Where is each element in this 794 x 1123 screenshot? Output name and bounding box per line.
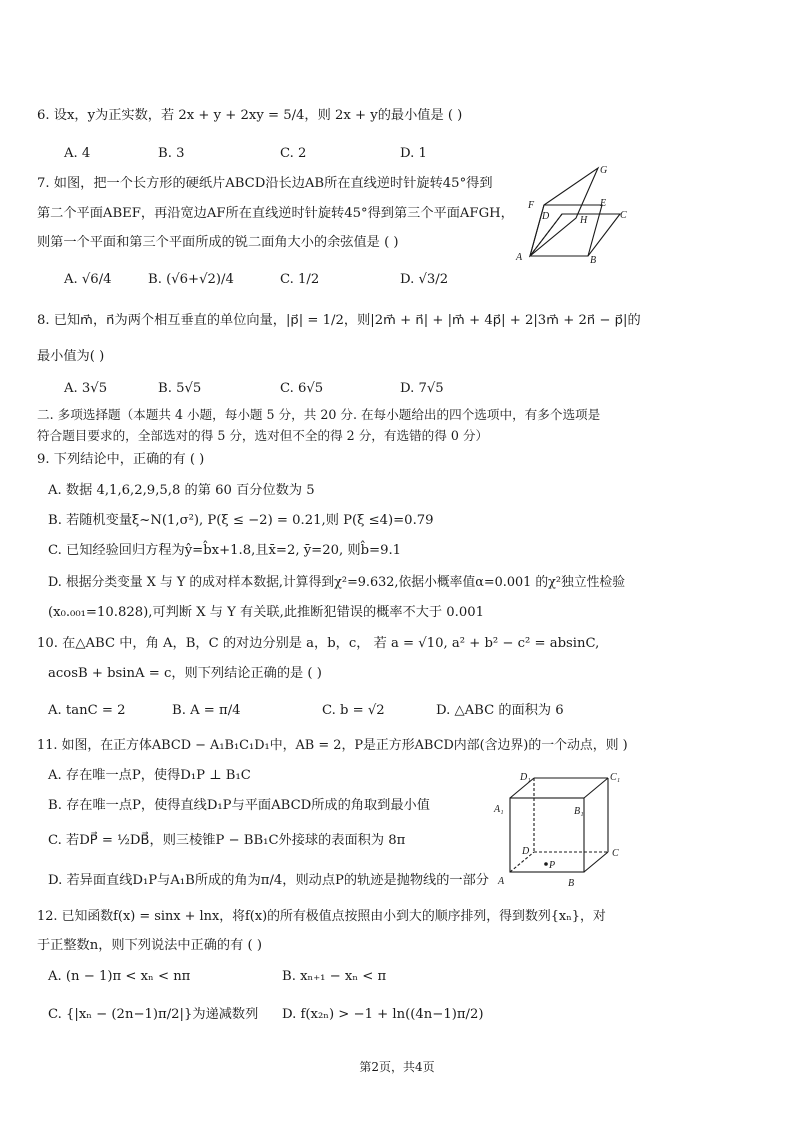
label-p: P bbox=[549, 860, 556, 871]
q7-option-d: D. √3/2 bbox=[400, 272, 449, 287]
label-h: H bbox=[580, 215, 588, 226]
q6-option-d: D. 1 bbox=[400, 146, 427, 161]
label-g: G bbox=[600, 165, 608, 176]
q7-line1: 7. 如图，把一个长方形的硬纸片ABCD沿长边AB所在直线逆时针旋转45°得到 bbox=[37, 176, 493, 191]
q6-option-b: B. 3 bbox=[158, 146, 185, 161]
q11-option-a: A. 存在唯一点P，使得D₁P ⊥ B₁C bbox=[48, 768, 251, 783]
q12-line2: 于正整数n，则下列说法中正确的有 ( ) bbox=[37, 938, 262, 953]
q11-option-b: B. 存在唯一点P，使得直线D₁P与平面ABCD所成的角取到最小值 bbox=[48, 798, 430, 813]
label-d1: D₁ bbox=[520, 772, 531, 783]
q8-option-d: D. 7√5 bbox=[400, 381, 444, 396]
q9-stem: 9. 下列结论中，正确的有 ( ) bbox=[37, 452, 205, 467]
label-b: B bbox=[568, 878, 575, 889]
q10-option-b: B. A = π/4 bbox=[172, 703, 241, 718]
plane-abef bbox=[530, 205, 602, 256]
label-c: C bbox=[620, 210, 627, 221]
label-a1: A₁ bbox=[494, 804, 504, 815]
q10-line1: 10. 在△ABC 中，角 A，B，C 的对边分别是 a，b，c， 若 a = √10, a² + b² − c² = absinC, bbox=[37, 636, 600, 651]
q9-option-d-line1: D. 根据分类变量 X 与 Y 的成对样本数据,计算得到χ²=9.632,依据小概率值α=0.001 的χ²独立性检验 bbox=[48, 575, 626, 590]
label-e: E bbox=[600, 198, 607, 209]
q8-line2: 最小值为( ) bbox=[37, 349, 105, 364]
q10-option-c: C. b = √2 bbox=[322, 703, 385, 718]
q6-option-a: A. 4 bbox=[64, 146, 91, 161]
q12-option-c: C. {|xₙ − (2n−1)π/2|}为递减数列 bbox=[48, 1007, 259, 1022]
q7-option-c: C. 1/2 bbox=[280, 272, 320, 287]
q9-option-c: C. 已知经验回归方程为ŷ=b̂x+1.8,且x̄=2, ȳ=20, 则b̂=9.1 bbox=[48, 543, 402, 558]
q7-folded-plane-figure bbox=[512, 160, 640, 266]
label-c1: C₁ bbox=[610, 772, 621, 783]
q11-option-c: C. 若DP⃗ = ½DB⃗，则三棱锥P − BB₁C外接球的表面积为 8π bbox=[48, 833, 406, 848]
label-b: B bbox=[590, 255, 597, 266]
q12-option-d: D. f(x₂ₙ) > −1 + ln((4n−1)π/2) bbox=[282, 1007, 484, 1022]
q8-line1: 8. 已知m⃗，n⃗为两个相互垂直的单位向量，|p⃗| = 1/2，则|2m⃗ + n⃗| + |m⃗ + 4p⃗| + 2|3m⃗ + 2n⃗ − p⃗|的 bbox=[37, 313, 641, 328]
q7-option-b: B. (√6+√2)/4 bbox=[148, 272, 234, 287]
label-b1: B₁ bbox=[574, 806, 584, 817]
q6-option-c: C. 2 bbox=[280, 146, 307, 161]
q11-cube-figure bbox=[490, 768, 630, 892]
label-f: F bbox=[528, 200, 535, 211]
page-number-footer: 第2页，共4页 bbox=[359, 1060, 435, 1074]
q9-option-a: A. 数据 4,1,6,2,9,5,8 的第 60 百分位数为 5 bbox=[48, 483, 315, 498]
q8-option-b: B. 5√5 bbox=[158, 381, 202, 396]
q6-stem: 6. 设x，y为正实数，若 2x + y + 2xy = 5/4，则 2x + y的最小值是 ( ) bbox=[37, 108, 463, 123]
q7-line3: 则第一个平面和第三个平面所成的锐二面角大小的余弦值是 ( ) bbox=[37, 235, 399, 250]
q9-option-b: B. 若随机变量ξ~N(1,σ²), P(ξ ≤ −2) = 0.21,则 P(ξ ≤4)=0.79 bbox=[48, 513, 434, 528]
cube-front-face bbox=[510, 798, 584, 872]
label-d: D bbox=[522, 846, 530, 857]
q12-option-b: B. xₙ₊₁ − xₙ < π bbox=[282, 969, 387, 984]
q7-line2: 第二个平面ABEF，再沿宽边AF所在直线逆时针旋转45°得到第三个平面AFGH， bbox=[37, 206, 514, 221]
label-c: C bbox=[612, 848, 619, 859]
q10-line2: acosB + bsinA = c，则下列结论正确的是 ( ) bbox=[48, 666, 322, 681]
q8-option-a: A. 3√5 bbox=[64, 381, 108, 396]
label-a: A bbox=[516, 252, 523, 263]
q10-option-d: D. △ABC 的面积为 6 bbox=[436, 703, 564, 718]
q7-option-a: A. √6/4 bbox=[64, 272, 112, 287]
section2-instructions-line2: 符合题目要求的，全部选对的得 5 分，选对但不全的得 2 分，有选错的得 0 分） bbox=[37, 428, 489, 443]
q11-stem: 11. 如图，在正方体ABCD − A₁B₁C₁D₁中，AB = 2，P是正方形ABCD内部(含边界)的一个动点，则 ) bbox=[37, 738, 628, 753]
section2-instructions-line1: 二. 多项选择题（本题共 4 小题，每小题 5 分，共 20 分. 在每小题给出的四个选项中，有多个选项是 bbox=[37, 407, 601, 422]
q12-line1: 12. 已知函数f(x) = sinx + lnx，将f(x)的所有极值点按照由小到大的顺序排列，得到数列{xₙ}，对 bbox=[37, 909, 606, 924]
label-a: A bbox=[498, 876, 505, 887]
label-d: D bbox=[542, 211, 550, 222]
q12-option-a: A. (n − 1)π < xₙ < nπ bbox=[48, 969, 191, 984]
q11-option-d: D. 若异面直线D₁P与A₁B所成的角为π/4，则动点P的轨迹是抛物线的一部分 bbox=[48, 873, 489, 888]
q9-option-d-line2: (x₀.₀₀₁=10.828),可判断 X 与 Y 有关联,此推断犯错误的概率不大于 0.001 bbox=[48, 605, 485, 620]
q8-option-c: C. 6√5 bbox=[280, 381, 324, 396]
q10-option-a: A. tanC = 2 bbox=[48, 703, 126, 718]
